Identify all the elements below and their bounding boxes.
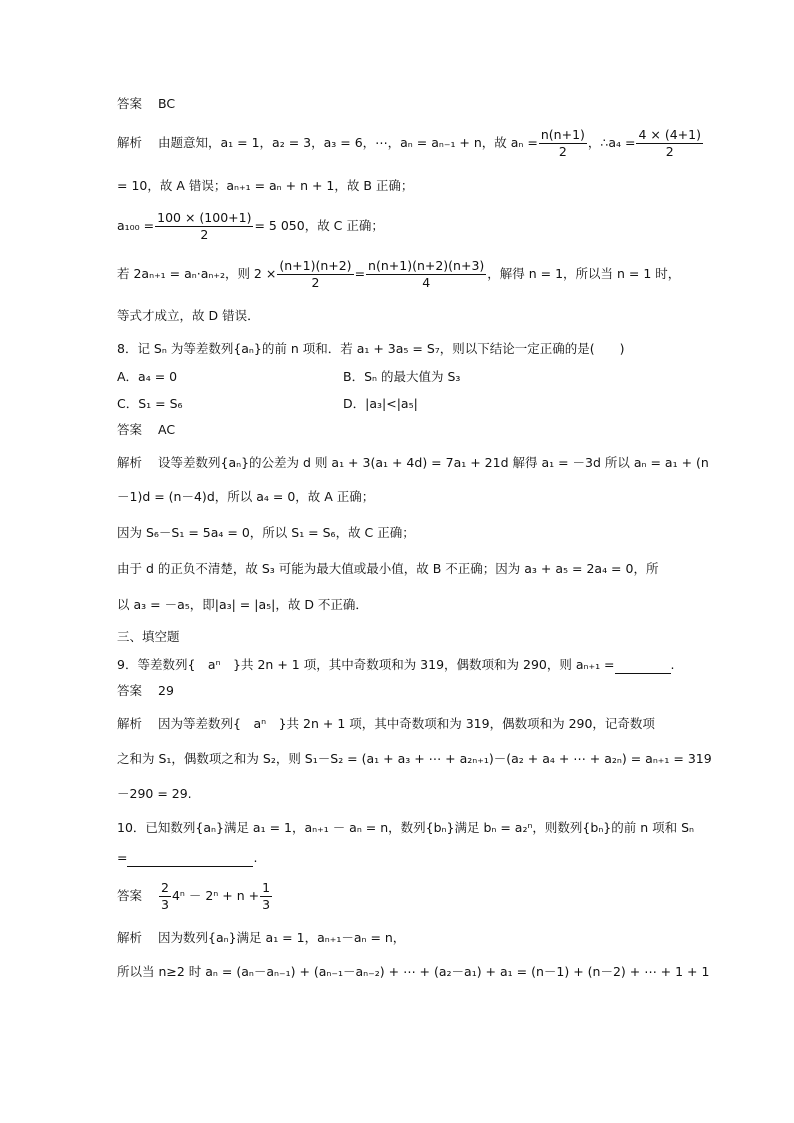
fraction-numerator: (n+1)(n+2): [279, 258, 352, 273]
answer-label: 答案: [117, 96, 143, 111]
q9-answer: 29: [158, 683, 174, 698]
q8-options-row-1: [117, 369, 460, 385]
q7-analysis-text: ，∴a₄ =: [587, 135, 636, 150]
fraction-denominator: 2: [277, 274, 353, 291]
fraction-denominator: 3: [161, 897, 169, 912]
q10-answer-line: [117, 880, 273, 913]
q7-answer: BC: [158, 96, 176, 111]
answer-blank: [615, 657, 671, 674]
q8-analysis-line-2: －1)d = (n－4)d，所以 a₄ = 0，故 A 正确；: [117, 489, 375, 504]
section-heading: 三、填空题: [117, 629, 180, 644]
answer-blank: [127, 850, 253, 867]
q10-stem-line-2: [117, 850, 257, 867]
q10-stem-text: =: [117, 850, 128, 865]
q8-option-b: B．Sₙ 的最大值为 S₃: [343, 369, 461, 384]
answer-label: 答案: [117, 683, 143, 698]
q7-analysis-text: =: [354, 266, 366, 281]
q10-stem-end: .: [253, 850, 258, 865]
q7-analysis-text: a₁₀₀ =: [117, 218, 155, 233]
q8-answer: AC: [158, 422, 176, 437]
fraction: [159, 880, 171, 913]
q10-analysis-line-1: [117, 930, 405, 946]
q8-option-c: C．S₁ = S₆: [117, 396, 183, 411]
fraction-denominator: 4: [366, 274, 486, 291]
q8-analysis-line-1: [117, 455, 709, 471]
answer-label: 答案: [117, 422, 143, 437]
q7-answer-line: [117, 96, 175, 112]
fraction: [155, 210, 253, 243]
analysis-label: 解析: [117, 716, 143, 731]
q7-analysis-line-4: [117, 258, 680, 291]
q7-analysis-text: ，解得 n = 1，所以当 n = 1 时，: [487, 266, 681, 281]
fraction: [366, 258, 486, 291]
fraction-denominator: 3: [262, 897, 271, 912]
q7-analysis-line-3: [117, 210, 384, 243]
fraction-denominator: 2: [155, 226, 253, 243]
q9-analysis-line-3: －290 = 29.: [117, 786, 192, 801]
analysis-label: 解析: [117, 135, 143, 150]
q9-analysis-text: 因为等差数列{ aⁿ }共 2n + 1 项，其中奇数项和为 319，偶数项和为 290，记奇数项: [158, 716, 655, 731]
q10-analysis-text: 因为数列{aₙ}满足 a₁ = 1，aₙ₊₁－aₙ = n，: [158, 930, 406, 945]
fraction-numerator: n(n+1): [540, 127, 585, 142]
answer-label: 答案: [117, 888, 143, 903]
fraction-denominator: 2: [636, 143, 703, 160]
fraction: [277, 258, 353, 291]
fraction: [636, 127, 703, 160]
fraction-denominator: 2: [539, 143, 587, 160]
q7-analysis-text: = 5 050，故 C 正确；: [254, 218, 384, 233]
fraction: [260, 880, 272, 913]
q8-analysis-line-5: 以 a₃ = －a₅，即|a₃| = |a₅|，故 D 不正确．: [117, 597, 368, 612]
fraction-numerator: 4 × (4+1): [638, 127, 701, 142]
analysis-label: 解析: [117, 930, 143, 945]
q7-analysis-line-2: = 10，故 A 错误；aₙ₊₁ = aₙ + n + 1，故 B 正确；: [117, 178, 414, 193]
q8-analysis-text: 设等差数列{aₙ}的公差为 d 则 a₁ + 3(a₁ + 4d) = 7a₁ + 21d 解得 a₁ = －3d 所以 aₙ = a₁ + (n: [158, 455, 709, 470]
fraction-numerator: 2: [161, 880, 169, 895]
q10-analysis-line-2: 所以当 n≥2 时 aₙ = (aₙ－aₙ₋₁) + (aₙ₋₁－aₙ₋₂) + ⋯ + (a₂－a₁) + a₁ = (n－1) + (n－2) + ⋯ + 1 + 1: [117, 964, 710, 979]
q8-answer-line: [117, 422, 175, 438]
fraction: [539, 127, 587, 160]
q9-stem: [117, 657, 675, 674]
q9-analysis-line-2: 之和为 S₁，偶数项之和为 S₂，则 S₁－S₂ = (a₁ + a₃ + ⋯ + a₂ₙ₊₁)－(a₂ + a₄ + ⋯ + a₂ₙ) = aₙ₊₁ = 319: [117, 751, 712, 766]
q9-analysis-line-1: [117, 716, 655, 732]
fraction-numerator: n(n+1)(n+2)(n+3): [368, 258, 485, 273]
q7-analysis-line-1: [117, 127, 704, 160]
analysis-label: 解析: [117, 455, 143, 470]
q10-stem-line-1: 10．已知数列{aₙ}满足 a₁ = 1，aₙ₊₁ － aₙ = n，数列{bₙ}满足 bₙ = a₂ⁿ，则数列{bₙ}的前 n 项和 Sₙ: [117, 820, 695, 835]
q10-answer-text: 4ⁿ － 2ⁿ + n +: [171, 888, 260, 903]
q9-answer-line: [117, 683, 174, 699]
q9-stem-end: .: [670, 657, 675, 672]
q8-analysis-line-3: 因为 S₆－S₁ = 5a₄ = 0，所以 S₁ = S₆，故 C 正确；: [117, 525, 415, 540]
fraction-numerator: 1: [262, 880, 271, 895]
q8-stem: 8．记 Sₙ 为等差数列{aₙ}的前 n 项和．若 a₁ + 3a₅ = S₇，则以下结论一定正确的是( ): [117, 341, 625, 356]
q7-analysis-text: 若 2aₙ₊₁ = aₙ·aₙ₊₂，则 2 ×: [117, 266, 277, 281]
q8-option-d: D．|a₃|<|a₅|: [343, 396, 418, 411]
q8-option-a: A．a₄ = 0: [117, 369, 178, 384]
q8-options-row-2: [117, 396, 418, 412]
fraction-numerator: 100 × (100+1): [157, 210, 252, 225]
q7-analysis-text: 由题意知，a₁ = 1，a₂ = 3，a₃ = 6，⋯，aₙ = aₙ₋₁ + n，故 aₙ =: [158, 135, 538, 150]
q7-analysis-line-5: 等式才成立，故 D 错误．: [117, 308, 260, 323]
q8-analysis-line-4: 由于 d 的正负不清楚，故 S₃ 可能为最大值或最小值，故 B 不正确；因为 a₃ + a₅ = 2a₄ = 0，所: [117, 561, 659, 576]
q9-stem-text: 9．等差数列{ aⁿ }共 2n + 1 项，其中奇数项和为 319，偶数项和为 290，则 aₙ₊₁ =: [117, 657, 615, 672]
